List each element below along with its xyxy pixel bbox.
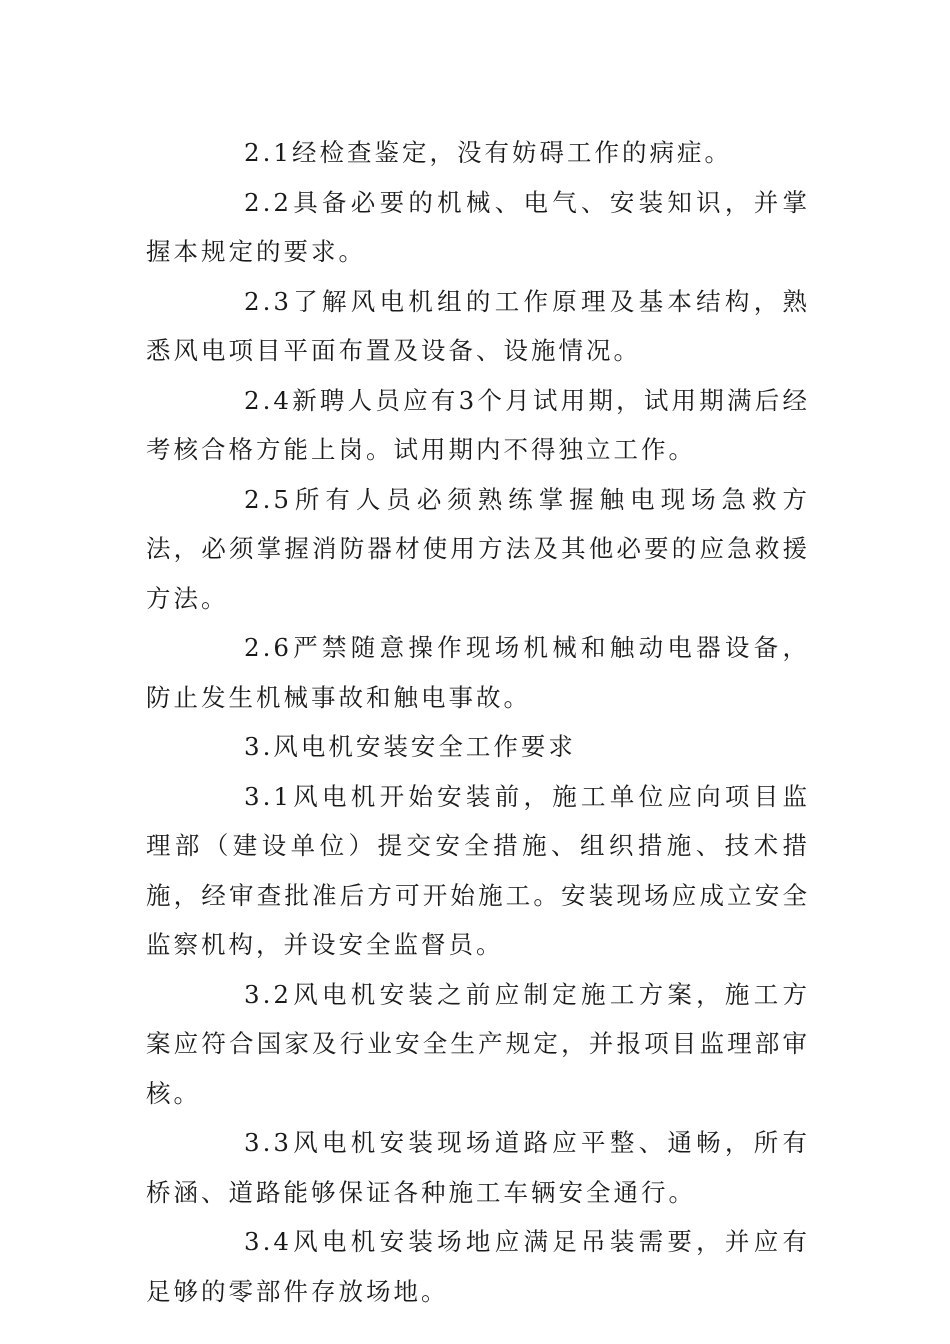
paragraph-2-3: 2.3了解风电机组的工作原理及基本结构，熟悉风电项目平面布置及设备、设施情况。 [146, 286, 810, 365]
paragraph-3-3: 3.3风电机安装现场道路应平整、通畅，所有桥涵、道路能够保证各种施工车辆安全通行。 [146, 1128, 810, 1207]
section-heading-3: 3.风电机安装安全工作要求 [244, 732, 576, 761]
paragraph-3-1: 3.1风电机开始安装前，施工单位应向项目监理部（建设单位）提交安全措施、组织措施、技术措施，经审查批准后方可开始施工。安装现场应成立安全监察机构，并设安全监督员。 [146, 781, 810, 959]
paragraph-2-1: 2.1经检查鉴定，没有妨碍工作的病症。 [244, 138, 732, 167]
document-body [146, 128, 810, 1316]
paragraph-2-5: 2.5所有人员必须熟练掌握触电现场急救方法，必须掌握消防器材使用方法及其他必要的应急救援方法。 [146, 484, 810, 613]
paragraph-2-4: 2.4新聘人员应有3个月试用期，试用期满后经考核合格方能上岗。试用期内不得独立工作。 [146, 385, 810, 464]
paragraph-2-6: 2.6严禁随意操作现场机械和触动电器设备，防止发生机械事故和触电事故。 [146, 633, 810, 712]
paragraph-3-2: 3.2风电机安装之前应制定施工方案，施工方案应符合国家及行业安全生产规定，并报项目监理部审核。 [146, 979, 810, 1108]
paragraph-2-2: 2.2具备必要的机械、电气、安装知识，并掌握本规定的要求。 [146, 187, 810, 266]
paragraph-3-4: 3.4风电机安装场地应满足吊装需要，并应有足够的零部件存放场地。 [146, 1227, 810, 1306]
